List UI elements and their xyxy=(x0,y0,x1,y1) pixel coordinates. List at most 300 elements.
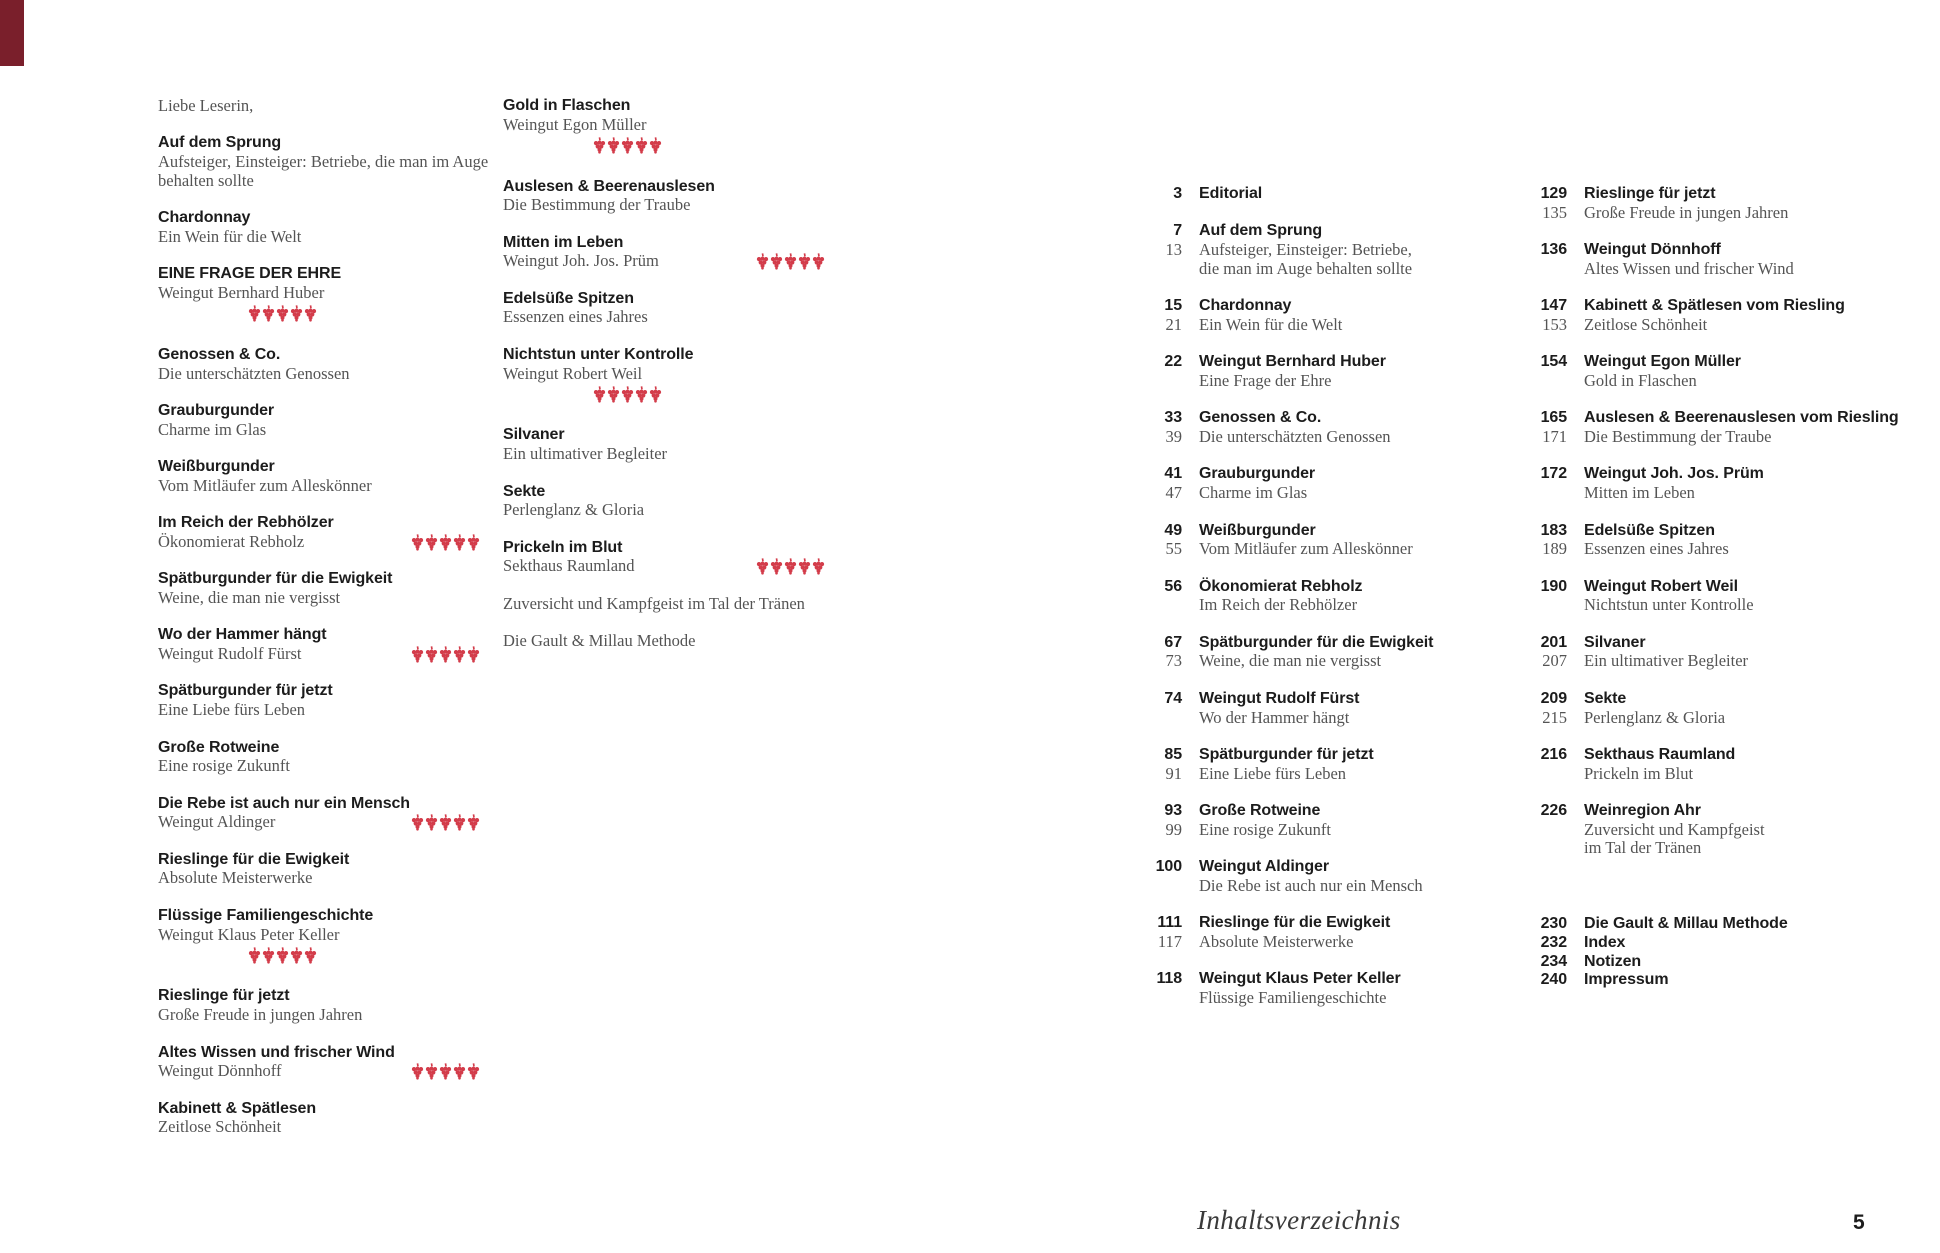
grape-icon xyxy=(304,305,317,322)
toc-entry xyxy=(1140,746,1520,783)
toc-entry xyxy=(1523,409,1935,446)
grape-icon xyxy=(411,1063,424,1080)
grape-icon xyxy=(453,534,466,551)
toc-row xyxy=(1140,297,1520,316)
entry-title: Silvaner xyxy=(503,426,565,444)
grape-icon xyxy=(812,253,825,270)
toc-row xyxy=(1523,746,1935,765)
entry-text: Eine Liebe fürs Leben xyxy=(1199,763,1347,783)
entry-title: Chardonnay xyxy=(158,209,251,227)
entry-text: Flüssige Familiengeschichte xyxy=(1199,988,1387,1008)
page-number: 55 xyxy=(1165,539,1182,559)
entry-subtitle-row xyxy=(158,1062,488,1081)
grape-icon xyxy=(635,386,648,403)
toc-row xyxy=(1140,933,1520,952)
entry-subtitle: Weingut Rudolf Fürst xyxy=(158,644,302,664)
toc-entry xyxy=(503,483,833,520)
entry-text: Weingut Klaus Peter Keller xyxy=(1199,970,1401,988)
toc-entry xyxy=(1523,802,1935,858)
entry-subtitle: Aufsteiger, Einsteiger: Betriebe, die man im Auge xyxy=(158,152,489,172)
entry-subtitle: Die unterschätzten Genossen xyxy=(158,363,350,383)
toc-entry xyxy=(158,907,488,969)
entry-text: Prickeln im Blut xyxy=(1584,763,1694,783)
grape-rating xyxy=(756,252,825,271)
toc-entry xyxy=(503,539,833,576)
toc-row xyxy=(1140,316,1520,335)
page-number: 215 xyxy=(1542,707,1567,727)
entry-text: die man im Auge behalten sollte xyxy=(1199,258,1413,278)
toc-entry xyxy=(503,632,833,651)
entry-subtitle: Weingut Joh. Jos. Prüm xyxy=(503,251,659,271)
toc-entry xyxy=(1523,522,1935,559)
toc-entry xyxy=(503,426,833,463)
toc-row xyxy=(1140,484,1520,503)
toc-entry xyxy=(158,265,488,327)
grape-icon xyxy=(304,947,317,964)
page-number: 100 xyxy=(1155,858,1182,876)
toc-row xyxy=(1523,428,1935,447)
toc-row xyxy=(1523,652,1935,671)
entry-text: Edelsüße Spitzen xyxy=(1584,521,1715,539)
entry-text: Spätburgunder für die Ewigkeit xyxy=(1199,633,1434,651)
grape-icon xyxy=(756,558,769,575)
entry-text: Weingut Bernhard Huber xyxy=(1199,353,1386,371)
toc-entry xyxy=(1523,746,1935,783)
entry-text: Sekte xyxy=(1584,689,1627,707)
entry-subtitle: Weingut Egon Müller xyxy=(503,114,647,134)
toc-entry xyxy=(503,234,833,271)
page-number: 74 xyxy=(1164,689,1182,707)
toc-entry xyxy=(158,795,488,832)
entry-subtitle: Eine rosige Zukunft xyxy=(158,756,290,776)
entry-title: Gold in Flaschen xyxy=(503,97,631,114)
toc-row xyxy=(1523,971,1935,990)
left-page-column-2 xyxy=(503,97,833,670)
entry-subtitle: Ökonomierat Rebholz xyxy=(158,531,305,551)
toc-entry xyxy=(1140,858,1520,895)
entry-subtitle: Essenzen eines Jahres xyxy=(503,307,648,327)
entry-text: Weingut Dönnhoff xyxy=(1584,241,1721,259)
toc-entry xyxy=(1140,634,1520,671)
grape-icon xyxy=(425,646,438,663)
entry-text: Auslesen & Beerenauslesen vom Riesling xyxy=(1584,409,1899,427)
toc-row xyxy=(1523,709,1935,728)
entry-subtitle: Absolute Meisterwerke xyxy=(158,868,313,888)
page-number: 232 xyxy=(1540,933,1567,951)
page-number: 22 xyxy=(1164,353,1182,371)
left-page-column-1 xyxy=(158,97,488,1156)
entry-title: Spätburgunder für die Ewigkeit xyxy=(158,570,393,588)
grape-icon xyxy=(649,386,662,403)
page-number: 216 xyxy=(1540,745,1567,763)
toc-entry xyxy=(158,134,488,190)
entry-title: Weißburgunder xyxy=(158,458,275,476)
page-number: 41 xyxy=(1164,465,1182,483)
grape-rating xyxy=(593,135,662,155)
toc-row xyxy=(1140,540,1520,559)
toc-row xyxy=(1140,522,1520,541)
grape-icon xyxy=(621,137,634,154)
entry-text: Spätburgunder für jetzt xyxy=(1199,745,1374,763)
grape-icon xyxy=(467,646,480,663)
entry-title: Grauburgunder xyxy=(158,401,275,419)
entry-title: Edelsüße Spitzen xyxy=(503,289,634,307)
grape-icon xyxy=(276,305,289,322)
page-number: 183 xyxy=(1540,521,1567,539)
toc-row xyxy=(1523,915,1935,934)
page-number: 49 xyxy=(1164,521,1182,539)
entry-subtitle: behalten sollte xyxy=(158,170,254,190)
toc-row xyxy=(1140,260,1520,279)
entry-title: Mitten im Leben xyxy=(503,233,624,251)
entry-subtitle: Weingut Klaus Peter Keller xyxy=(158,924,340,944)
grape-rating xyxy=(248,304,317,324)
toc-entry xyxy=(158,514,488,551)
grape-icon xyxy=(290,947,303,964)
grape-icon xyxy=(411,646,424,663)
entry-text: Eine Frage der Ehre xyxy=(1199,370,1332,390)
toc-row xyxy=(1523,839,1935,858)
page-number: 21 xyxy=(1165,314,1182,334)
entry-text: Editorial xyxy=(1199,185,1263,202)
grape-icon xyxy=(262,305,275,322)
toc-row xyxy=(1140,465,1520,484)
toc-entry xyxy=(158,1044,488,1081)
grape-icon xyxy=(467,814,480,831)
page-number: 39 xyxy=(1165,427,1182,447)
toc-row xyxy=(1140,353,1520,372)
grape-icon xyxy=(439,814,452,831)
toc-row xyxy=(1523,690,1935,709)
entry-text: Gold in Flaschen xyxy=(1584,370,1697,390)
grape-icon xyxy=(607,137,620,154)
page-number: 3 xyxy=(1173,185,1182,202)
page-number: 33 xyxy=(1164,409,1182,427)
grape-icon xyxy=(635,137,648,154)
grape-icon xyxy=(784,558,797,575)
entry-subtitle: Ein Wein für die Welt xyxy=(158,226,302,246)
toc-row xyxy=(1140,241,1520,260)
toc-row xyxy=(1523,260,1935,279)
toc-row xyxy=(1140,746,1520,765)
toc-row xyxy=(1140,821,1520,840)
entry-text: Rieslinge für jetzt xyxy=(1584,185,1716,202)
toc-row xyxy=(1140,709,1520,728)
toc-row xyxy=(1523,953,1935,972)
toc-entry xyxy=(1523,353,1935,390)
entry-text: Mitten im Leben xyxy=(1584,483,1695,503)
toc-entry xyxy=(158,682,488,719)
toc-row xyxy=(1523,765,1935,784)
toc-row xyxy=(1140,858,1520,877)
grape-rating xyxy=(248,945,317,965)
grape-icon xyxy=(439,1063,452,1080)
grape-icon xyxy=(607,386,620,403)
toc-row xyxy=(1523,353,1935,372)
entry-title: Auf dem Sprung xyxy=(158,134,282,152)
toc-entry xyxy=(1140,970,1520,1007)
entry-subtitle-row xyxy=(158,645,488,664)
entry-subtitle: Weingut Aldinger xyxy=(158,812,276,832)
toc-row xyxy=(1523,372,1935,391)
entry-text: Ein ultimativer Begleiter xyxy=(1584,651,1749,671)
toc-entry xyxy=(158,346,488,383)
page-number: 15 xyxy=(1164,297,1182,315)
entry-subtitle: Weingut Dönnhoff xyxy=(158,1061,282,1081)
toc-row xyxy=(1140,222,1520,241)
page-number: 93 xyxy=(1164,802,1182,820)
chapter-footer-title: Inhaltsverzeichnis xyxy=(1197,1205,1401,1235)
entry-text: Die Rebe ist auch nur ein Mensch xyxy=(1199,875,1423,895)
grape-rating xyxy=(411,645,480,664)
toc-row xyxy=(1140,428,1520,447)
entry-title: Die Rebe ist auch nur ein Mensch xyxy=(158,794,410,812)
grape-icon xyxy=(798,253,811,270)
entry-title: Rieslinge für jetzt xyxy=(158,987,290,1005)
toc-row xyxy=(1140,690,1520,709)
entry-text: Perlenglanz & Gloria xyxy=(1584,707,1726,727)
toc-row xyxy=(1523,821,1935,840)
right-page-column-2 xyxy=(1523,185,1935,1009)
page-number: 190 xyxy=(1540,577,1567,595)
entry-subtitle: Zuversicht und Kampfgeist im Tal der Tränen xyxy=(503,593,805,613)
page-number: 136 xyxy=(1540,241,1567,259)
entry-text: Kabinett & Spätlesen vom Riesling xyxy=(1584,297,1845,315)
page-number: 153 xyxy=(1542,314,1567,334)
page-number: 209 xyxy=(1540,689,1567,707)
page-number: 207 xyxy=(1542,651,1567,671)
entry-text: Wo der Hammer hängt xyxy=(1199,707,1350,727)
toc-row xyxy=(1523,634,1935,653)
page-number: 226 xyxy=(1540,802,1567,820)
toc-entry xyxy=(1140,465,1520,502)
entry-text: Impressum xyxy=(1584,971,1669,989)
page-number: 73 xyxy=(1165,651,1182,671)
toc-entry xyxy=(1523,578,1935,615)
toc-row xyxy=(1523,409,1935,428)
entry-text: Große Freude in jungen Jahren xyxy=(1584,202,1789,222)
toc-entry xyxy=(1140,353,1520,390)
toc-entry xyxy=(158,570,488,607)
folio-page-number: 5 xyxy=(1853,1211,1865,1234)
grape-icon xyxy=(649,137,662,154)
grape-icon xyxy=(593,137,606,154)
toc-row xyxy=(1523,484,1935,503)
toc-row xyxy=(1140,185,1520,204)
toc-row xyxy=(1523,934,1935,953)
toc-entry xyxy=(158,626,488,663)
toc-row xyxy=(1140,765,1520,784)
page-number: 234 xyxy=(1540,952,1567,970)
entry-subtitle: Weingut Robert Weil xyxy=(503,363,643,383)
grape-icon xyxy=(467,534,480,551)
toc-entry xyxy=(158,402,488,439)
entry-text: Ökonomierat Rebholz xyxy=(1199,577,1363,595)
entry-text: Notizen xyxy=(1584,952,1642,970)
toc-row xyxy=(1140,914,1520,933)
toc-entry xyxy=(158,739,488,776)
entry-text: Die Gault & Millau Methode xyxy=(1584,915,1788,933)
entry-title: Große Rotweine xyxy=(158,738,280,756)
page-number: 230 xyxy=(1540,915,1567,933)
entry-subtitle: Die Gault & Millau Methode xyxy=(503,631,696,651)
entry-title: Kabinett & Spätlesen xyxy=(158,1099,317,1117)
entry-text: Genossen & Co. xyxy=(1199,409,1322,427)
toc-row xyxy=(1140,372,1520,391)
page-number: 129 xyxy=(1540,185,1567,202)
grape-icon xyxy=(262,947,275,964)
grape-icon xyxy=(770,558,783,575)
entry-title: Nichtstun unter Kontrolle xyxy=(503,345,694,363)
toc-row xyxy=(1523,802,1935,821)
page-number: 56 xyxy=(1164,577,1182,595)
toc-row xyxy=(1140,652,1520,671)
entry-text: Weine, die man nie vergisst xyxy=(1199,651,1382,671)
toc-entry xyxy=(503,97,833,159)
toc-entry xyxy=(503,178,833,215)
page-number: 13 xyxy=(1165,240,1182,260)
page-number: 99 xyxy=(1165,819,1182,839)
toc-entry xyxy=(1140,185,1520,204)
entry-text: Die unterschätzten Genossen xyxy=(1199,427,1391,447)
grape-icon xyxy=(453,646,466,663)
toc-entry xyxy=(158,851,488,888)
toc-row xyxy=(1523,596,1935,615)
grape-icon xyxy=(453,1063,466,1080)
entry-text: Weißburgunder xyxy=(1199,521,1316,539)
entry-subtitle: Weine, die man nie vergisst xyxy=(158,587,341,607)
page-number: 118 xyxy=(1156,970,1182,988)
entry-title: Flüssige Familiengeschichte xyxy=(158,906,374,924)
page-number: 135 xyxy=(1542,202,1567,222)
entry-text: im Tal der Tränen xyxy=(1584,838,1702,858)
toc-row xyxy=(1523,185,1935,204)
entry-subtitle: Weingut Bernhard Huber xyxy=(158,282,325,302)
entry-text: Nichtstun unter Kontrolle xyxy=(1584,595,1754,615)
grape-icon xyxy=(467,1063,480,1080)
entry-subtitle: Liebe Leserin, xyxy=(158,96,254,115)
toc-entry xyxy=(1523,465,1935,502)
toc-entry xyxy=(1523,634,1935,671)
toc-entry xyxy=(1140,578,1520,615)
grape-rating xyxy=(756,557,825,576)
grape-rating xyxy=(411,1062,480,1081)
right-page-column-1 xyxy=(1140,185,1520,1026)
entry-text: Chardonnay xyxy=(1199,297,1292,315)
entry-subtitle: Zeitlose Schönheit xyxy=(158,1117,282,1137)
entry-subtitle: Charme im Glas xyxy=(158,419,267,439)
entry-subtitle-row xyxy=(503,252,833,271)
entry-text: Weingut Egon Müller xyxy=(1584,353,1741,371)
entry-text: Weingut Aldinger xyxy=(1199,858,1329,876)
toc-row xyxy=(1523,522,1935,541)
grape-icon xyxy=(770,253,783,270)
entry-text: Aufsteiger, Einsteiger: Betriebe, xyxy=(1199,240,1412,260)
page-number: 171 xyxy=(1542,427,1567,447)
entry-subtitle: Perlenglanz & Gloria xyxy=(503,500,645,520)
toc-entry xyxy=(1523,185,1935,222)
entry-text: Vom Mitläufer zum Alleskönner xyxy=(1199,539,1413,559)
toc-entry xyxy=(158,97,488,116)
entry-text: Rieslinge für die Ewigkeit xyxy=(1199,914,1391,932)
entry-text: Auf dem Sprung xyxy=(1199,222,1323,240)
toc-entry xyxy=(1140,409,1520,446)
entry-title: Prickeln im Blut xyxy=(503,538,623,556)
grape-icon xyxy=(290,305,303,322)
toc-row xyxy=(1140,802,1520,821)
entry-subtitle-row xyxy=(503,557,833,576)
grape-icon xyxy=(439,646,452,663)
page-number: 85 xyxy=(1164,745,1182,763)
toc-row xyxy=(1140,877,1520,896)
grape-rating xyxy=(411,813,480,832)
toc-entry xyxy=(503,595,833,614)
toc-entry xyxy=(1523,690,1935,727)
entry-text: Absolute Meisterwerke xyxy=(1199,931,1354,951)
toc-entry xyxy=(1140,914,1520,951)
entry-title: Im Reich der Rebhölzer xyxy=(158,514,334,532)
toc-row xyxy=(1523,297,1935,316)
entry-text: Eine rosige Zukunft xyxy=(1199,819,1331,839)
toc-entry xyxy=(1523,241,1935,278)
toc-row xyxy=(1140,596,1520,615)
toc-row xyxy=(1523,316,1935,335)
toc-row xyxy=(1523,241,1935,260)
grape-icon xyxy=(439,534,452,551)
entry-text: Große Rotweine xyxy=(1199,802,1321,820)
toc-row xyxy=(1140,634,1520,653)
toc-entry xyxy=(158,458,488,495)
grape-icon xyxy=(812,558,825,575)
entry-text: Weingut Rudolf Fürst xyxy=(1199,689,1360,707)
entry-text: Grauburgunder xyxy=(1199,465,1316,483)
entry-text: Weingut Robert Weil xyxy=(1584,577,1738,595)
entry-subtitle: Vom Mitläufer zum Alleskönner xyxy=(158,475,372,495)
toc-entry xyxy=(503,346,833,408)
page-number: 91 xyxy=(1165,763,1182,783)
toc-row xyxy=(1140,578,1520,597)
entry-text: Zuversicht und Kampfgeist xyxy=(1584,819,1765,839)
entry-title: Rieslinge für die Ewigkeit xyxy=(158,850,350,868)
grape-icon xyxy=(425,1063,438,1080)
page-number: 189 xyxy=(1542,539,1567,559)
toc-entry xyxy=(1140,297,1520,334)
entry-text: Charme im Glas xyxy=(1199,483,1308,503)
toc-entry xyxy=(158,209,488,246)
toc-entry xyxy=(503,290,833,327)
entry-subtitle: Große Freude in jungen Jahren xyxy=(158,1005,363,1025)
toc-entry xyxy=(1523,297,1935,334)
page-number: 47 xyxy=(1165,483,1182,503)
toc-row xyxy=(1140,989,1520,1008)
entry-text: Weinregion Ahr xyxy=(1584,802,1701,820)
entry-text: Silvaner xyxy=(1584,633,1646,651)
entry-title: EINE FRAGE DER EHRE xyxy=(158,265,342,283)
entry-text: Ein Wein für die Welt xyxy=(1199,314,1343,334)
grape-icon xyxy=(248,305,261,322)
page-number: 117 xyxy=(1157,931,1182,951)
page-number: 111 xyxy=(1157,914,1182,932)
entry-subtitle-row xyxy=(158,813,488,832)
entry-text: Essenzen eines Jahres xyxy=(1584,539,1729,559)
toc-entry xyxy=(1140,522,1520,559)
entry-subtitle: Sekthaus Raumland xyxy=(503,556,635,576)
entry-text: Altes Wissen und frischer Wind xyxy=(1584,258,1794,278)
entry-subtitle: Die Bestimmung der Traube xyxy=(503,195,691,215)
page-number: 240 xyxy=(1540,971,1567,989)
grape-rating xyxy=(593,384,662,404)
entry-text: Im Reich der Rebhölzer xyxy=(1199,595,1358,615)
